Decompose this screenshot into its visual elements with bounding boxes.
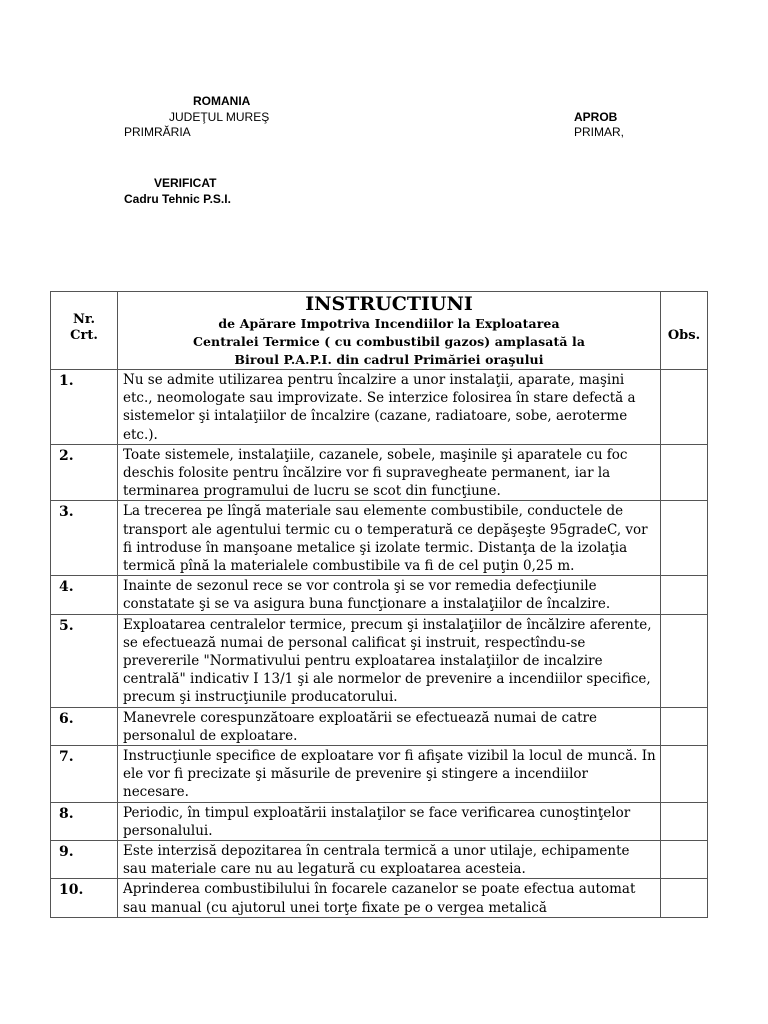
table-row (51, 707, 708, 745)
document-subtitle-line1: de Apărare Impotriva Incendiilor la Exploatarea (218, 316, 560, 331)
row-number-cell (51, 444, 118, 501)
row-obs-cell (661, 879, 708, 917)
row-number-cell (51, 802, 118, 840)
document-subtitle-line3: Biroul P.A.P.I. din cadrul Primăriei oraşului (234, 352, 544, 367)
row-number: 4. (59, 579, 74, 596)
table-title-cell (118, 292, 661, 370)
header-psi-role: Cadru Tehnic P.S.I. (124, 192, 231, 206)
row-number: 2. (59, 447, 74, 464)
row-number-cell (51, 707, 118, 745)
header-town-hall: PRIMRĂRIA (124, 125, 191, 139)
row-number: 8. (59, 805, 74, 822)
row-text-cell (118, 614, 661, 707)
table-row (51, 501, 708, 576)
row-obs-cell (661, 707, 708, 745)
row-obs-cell (661, 746, 708, 803)
instructions-table-body (51, 292, 708, 918)
table-row (51, 370, 708, 445)
header-mayor: PRIMAR, (574, 125, 625, 139)
row-obs-cell (661, 501, 708, 576)
row-text: Exploatarea centralelor termice, precum şi instalaţiilor de încălzire aferente, se efectuează numai de personal calificat şi instruit, respectîndu-se prevererile "Normativului pentru exploatarea instalaţiilor de incalzire centrală" indicativ I 13/1 şi ale normelor de prevenire a incendiilor specifice, precum şi instrucţiunile producatorului. (123, 616, 652, 706)
row-text: Este interzisă depozitarea în centrala termică a unor utilaje, echipamente sau materiale care nu au legatură cu exploatarea acesteia. (123, 843, 630, 878)
header-approve: APROB (574, 110, 618, 124)
table-row (51, 841, 708, 879)
column-header-nr-line2: Crt. (70, 328, 98, 343)
table-row (51, 879, 708, 917)
row-number-cell (51, 614, 118, 707)
row-text: Toate sistemele, instalaţiile, cazanele, sobele, maşinile şi aparatele cu foc deschis folosite pentru încălzire vor fi supravegheate permanent, iar la terminarea programului de lucru se scot din funcţiune. (123, 446, 628, 500)
table-row (51, 614, 708, 707)
row-obs-cell (661, 614, 708, 707)
row-obs-cell (661, 841, 708, 879)
column-header-obs (661, 292, 708, 370)
header-verified: VERIFICAT (154, 176, 217, 190)
column-header-nr-line1: Nr. (72, 312, 96, 327)
row-text: Inainte de sezonul rece se vor controla şi se vor remedia defecţiunile constatate şi se va asigura buna funcţionare a instalaţiilor de încalzire. (123, 578, 611, 613)
row-text-cell (118, 746, 661, 803)
header-country: ROMANIA (193, 94, 251, 108)
row-text: Periodic, în timpul exploatării instalaţilor se face verificarea cunoştinţelor personalului. (123, 804, 631, 839)
column-header-nr (51, 292, 118, 370)
row-number-cell (51, 746, 118, 803)
row-text: La trecerea pe lîngă materiale sau elemente combustibile, conductele de transport ale agentului termic cu o temperatură ce depăşeşte 95gradeC, vor fi introduse în manşoane metalice şi izolate termic. Distanţa de la izolaţia termică pînă la materialele combustibile va fi de cel puţin 0,25 m. (123, 503, 648, 575)
row-text-cell (118, 501, 661, 576)
table-row (51, 576, 708, 614)
row-number-cell (51, 576, 118, 614)
document-subtitle-line2: Centralei Termice ( cu combustibil gazos) amplasată la (192, 334, 586, 349)
row-text-cell (118, 879, 661, 917)
row-number: 6. (59, 710, 74, 727)
row-number-cell (51, 370, 118, 445)
row-obs-cell (661, 802, 708, 840)
row-text-cell (118, 444, 661, 501)
row-text: Instrucţiunle specifice de exploatare vor fi afişate vizibil la locul de muncă. In ele vor fi precizate şi măsurile de prevenire şi stingere a incendiilor necesare. (123, 748, 656, 801)
row-number: 9. (59, 844, 74, 861)
row-text: Aprinderea combustibilului în focarele cazanelor se poate efectua automat sau manual (cu ajutorul unei torţe fixate pe o vergea metalică (123, 881, 636, 916)
row-obs-cell (661, 444, 708, 501)
table-row (51, 746, 708, 803)
row-obs-cell (661, 576, 708, 614)
header-county: JUDEŢUL MUREŞ (169, 110, 270, 124)
row-number: 10. (59, 882, 84, 899)
row-text-cell (118, 707, 661, 745)
row-number-cell (51, 501, 118, 576)
row-text-cell (118, 802, 661, 840)
row-number: 3. (59, 504, 74, 521)
row-number-cell (51, 841, 118, 879)
document-title: INSTRUCTIUNI (305, 293, 473, 315)
table-header-row (51, 292, 708, 370)
row-number: 1. (59, 373, 74, 389)
row-number: 7. (59, 749, 74, 766)
row-text-cell (118, 841, 661, 879)
table-row (51, 802, 708, 840)
row-text: Nu se admite utilizarea pentru încalzire a unor instalaţii, aparate, maşini etc., neomologate sau improvizate. Se interzice folosirea în stare defectă a sistemelor şi intalaţiilor de încalzire (cazane, radiatoare, sobe, aeroterme etc.). (123, 372, 636, 443)
row-number: 5. (59, 617, 74, 634)
instructions-table (50, 291, 708, 918)
row-number-cell (51, 879, 118, 917)
row-text-cell (118, 370, 661, 445)
row-text: Manevrele corespunzătoare exploatării se efectuează numai de catre personalul de exploatare. (123, 709, 598, 744)
row-obs-cell (661, 370, 708, 445)
table-row (51, 444, 708, 501)
column-header-obs-label: Obs. (667, 328, 701, 343)
row-text-cell (118, 576, 661, 614)
